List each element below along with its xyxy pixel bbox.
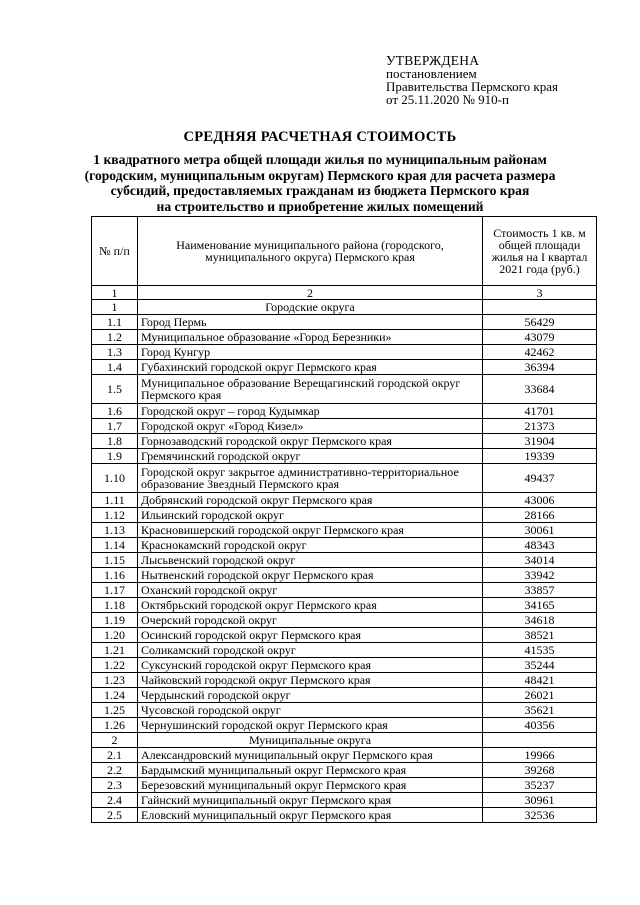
municipality-name: Муниципальное образование «Город Березники» <box>138 330 483 345</box>
table-row <box>92 778 597 793</box>
row-number: 2.2 <box>92 763 138 778</box>
row-number: 2.1 <box>92 748 138 763</box>
row-number: 1.14 <box>92 538 138 553</box>
row-number: 1.3 <box>92 345 138 360</box>
row-number: 1.11 <box>92 493 138 508</box>
subtitle-line: 1 квадратного метра общей площади жилья по муниципальным районам <box>93 152 547 167</box>
table-row <box>92 330 597 345</box>
header-name: Наименование муниципального района (городского, муниципального округа) Пермского края <box>138 217 483 286</box>
section-row <box>92 300 597 315</box>
municipality-name: Еловский муниципальный округ Пермского края <box>138 808 483 823</box>
column-number: 3 <box>483 286 597 300</box>
cost-value: 43006 <box>483 493 597 508</box>
column-number: 1 <box>92 286 138 300</box>
municipality-name: Краснокамский городской округ <box>138 538 483 553</box>
section-empty-cell <box>483 733 597 748</box>
municipality-name: Гайнский муниципальный округ Пермского края <box>138 793 483 808</box>
municipality-name: Городской округ – город Кудымкар <box>138 404 483 419</box>
document-subtitle <box>0 152 640 214</box>
approval-line: постановлением <box>386 66 477 81</box>
table-row <box>92 628 597 643</box>
row-number: 1.4 <box>92 360 138 375</box>
section-number: 2 <box>92 733 138 748</box>
row-number: 1.20 <box>92 628 138 643</box>
row-number: 1.12 <box>92 508 138 523</box>
municipality-name: Оханский городской округ <box>138 583 483 598</box>
municipality-name: Соликамский городской округ <box>138 643 483 658</box>
municipality-name: Лысьвенский городской округ <box>138 553 483 568</box>
cost-value: 32536 <box>483 808 597 823</box>
table-row <box>92 523 597 538</box>
municipality-name: Александровский муниципальный округ Пермского края <box>138 748 483 763</box>
table-row <box>92 688 597 703</box>
row-number: 1.2 <box>92 330 138 345</box>
cost-value: 41535 <box>483 643 597 658</box>
table-row <box>92 808 597 823</box>
section-title: Городские округа <box>138 300 483 315</box>
table-row <box>92 763 597 778</box>
table-body <box>92 217 597 823</box>
cost-value: 34014 <box>483 553 597 568</box>
cost-value: 26021 <box>483 688 597 703</box>
row-number: 1.15 <box>92 553 138 568</box>
table-row <box>92 419 597 434</box>
cost-value: 48421 <box>483 673 597 688</box>
municipality-name: Осинский городской округ Пермского края <box>138 628 483 643</box>
row-number: 1.13 <box>92 523 138 538</box>
cost-value: 35237 <box>483 778 597 793</box>
table-row <box>92 315 597 330</box>
table-row <box>92 508 597 523</box>
cost-value: 41701 <box>483 404 597 419</box>
table-row <box>92 718 597 733</box>
subtitle-line: субсидий, предоставляемых гражданам из бюджета Пермского края <box>110 183 530 198</box>
cost-value: 49437 <box>483 464 597 493</box>
municipality-name: Горнозаводский городской округ Пермского края <box>138 434 483 449</box>
municipality-name: Чернушинский городской округ Пермского края <box>138 718 483 733</box>
municipality-name: Чайковский городской округ Пермского края <box>138 673 483 688</box>
table-row <box>92 568 597 583</box>
approval-line: Правительства Пермского края <box>386 79 558 94</box>
municipality-name: Чердынский городской округ <box>138 688 483 703</box>
cost-value: 33942 <box>483 568 597 583</box>
row-number: 1.16 <box>92 568 138 583</box>
section-title: Муниципальные округа <box>138 733 483 748</box>
table-row <box>92 703 597 718</box>
municipality-name: Красновишерский городской округ Пермского края <box>138 523 483 538</box>
cost-value: 30961 <box>483 793 597 808</box>
approval-date: от 25.11.2020 № 910-п <box>386 92 509 107</box>
row-number: 1.21 <box>92 643 138 658</box>
row-number: 1.23 <box>92 673 138 688</box>
cost-value: 34165 <box>483 598 597 613</box>
row-number: 1.17 <box>92 583 138 598</box>
municipality-name: Город Пермь <box>138 315 483 330</box>
table-row <box>92 673 597 688</box>
row-number: 1.6 <box>92 404 138 419</box>
table-row <box>92 493 597 508</box>
municipality-name: Добрянский городской округ Пермского края <box>138 493 483 508</box>
municipality-name: Городской округ закрытое административно-территориальное образование Звездный Пермского края <box>138 464 483 493</box>
cost-value: 40356 <box>483 718 597 733</box>
row-number: 1.1 <box>92 315 138 330</box>
section-row <box>92 733 597 748</box>
row-number: 1.8 <box>92 434 138 449</box>
cost-value: 48343 <box>483 538 597 553</box>
row-number: 1.10 <box>92 464 138 493</box>
municipality-name: Муниципальное образование Верещагинский городской округ Пермского края <box>138 375 483 404</box>
table-row <box>92 643 597 658</box>
row-number: 2.4 <box>92 793 138 808</box>
row-number: 1.26 <box>92 718 138 733</box>
cost-value: 33684 <box>483 375 597 404</box>
municipality-name: Город Кунгур <box>138 345 483 360</box>
row-number: 2.5 <box>92 808 138 823</box>
table-row <box>92 538 597 553</box>
header-cost: Стоимость 1 кв. м общей площади жилья на I квартал 2021 года (руб.) <box>483 217 597 286</box>
header-number: № п/п <box>92 217 138 286</box>
municipality-name: Березовский муниципальный округ Пермского края <box>138 778 483 793</box>
table-row <box>92 434 597 449</box>
municipality-name: Суксунский городской округ Пермского края <box>138 658 483 673</box>
cost-value: 19966 <box>483 748 597 763</box>
table-row <box>92 449 597 464</box>
table-row <box>92 658 597 673</box>
approval-stamp <box>386 54 558 106</box>
municipality-name: Октябрьский городской округ Пермского края <box>138 598 483 613</box>
row-number: 1.19 <box>92 613 138 628</box>
municipality-name: Чусовской городской округ <box>138 703 483 718</box>
municipality-name: Городской округ «Город Кизел» <box>138 419 483 434</box>
section-number: 1 <box>92 300 138 315</box>
cost-value: 34618 <box>483 613 597 628</box>
municipality-name: Ильинский городской округ <box>138 508 483 523</box>
table-row <box>92 345 597 360</box>
table-header-row <box>92 217 597 286</box>
cost-value: 35621 <box>483 703 597 718</box>
row-number: 2.3 <box>92 778 138 793</box>
cost-value: 42462 <box>483 345 597 360</box>
table-row <box>92 598 597 613</box>
approval-heading: УТВЕРЖДЕНА <box>386 53 480 68</box>
municipality-name: Губахинский городской округ Пермского края <box>138 360 483 375</box>
cost-value: 56429 <box>483 315 597 330</box>
cost-value: 35244 <box>483 658 597 673</box>
table-row <box>92 464 597 493</box>
cost-value: 19339 <box>483 449 597 464</box>
row-number: 1.22 <box>92 658 138 673</box>
table-row <box>92 375 597 404</box>
document-title: СРЕДНЯЯ РАСЧЕТНАЯ СТОИМОСТЬ <box>183 129 457 145</box>
row-number: 1.25 <box>92 703 138 718</box>
municipality-name: Гремячинский городской округ <box>138 449 483 464</box>
cost-value: 33857 <box>483 583 597 598</box>
section-empty-cell <box>483 300 597 315</box>
cost-table <box>91 216 597 823</box>
cost-value: 43079 <box>483 330 597 345</box>
table-row <box>92 583 597 598</box>
subtitle-line: на строительство и приобретение жилых помещений <box>156 198 484 214</box>
cost-value: 39268 <box>483 763 597 778</box>
column-number-row <box>92 286 597 300</box>
municipality-name: Очерский городской округ <box>138 613 483 628</box>
cost-value: 31904 <box>483 434 597 449</box>
table-row <box>92 613 597 628</box>
cost-value: 21373 <box>483 419 597 434</box>
cost-value: 36394 <box>483 360 597 375</box>
row-number: 1.18 <box>92 598 138 613</box>
cost-value: 30061 <box>483 523 597 538</box>
row-number: 1.24 <box>92 688 138 703</box>
municipality-name: Бардымский муниципальный округ Пермского края <box>138 763 483 778</box>
cost-value: 28166 <box>483 508 597 523</box>
subtitle-line: (городским, муниципальным округам) Пермского края для расчета размера <box>84 167 556 183</box>
table-row <box>92 748 597 763</box>
table-row <box>92 553 597 568</box>
column-number: 2 <box>138 286 483 300</box>
row-number: 1.5 <box>92 375 138 404</box>
cost-value: 38521 <box>483 628 597 643</box>
table-row <box>92 404 597 419</box>
row-number: 1.7 <box>92 419 138 434</box>
row-number: 1.9 <box>92 449 138 464</box>
table-row <box>92 360 597 375</box>
municipality-name: Нытвенский городской округ Пермского края <box>138 568 483 583</box>
table-row <box>92 793 597 808</box>
